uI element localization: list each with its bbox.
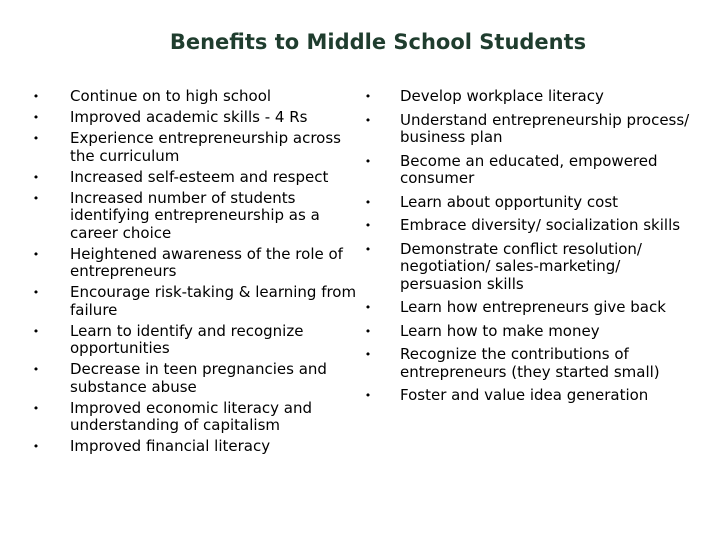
list-item-text: Understand entrepreneurship process/ business plan — [400, 110, 690, 146]
list-item — [362, 217, 702, 235]
list-item-text: Improved financial literacy — [70, 437, 271, 455]
bullet-icon: • — [32, 90, 40, 103]
list-item-text: Encourage risk-taking & learning from failure — [70, 283, 357, 319]
list-item-text: Embrace diversity/ socialization skills — [400, 216, 681, 234]
bullet-icon: • — [32, 286, 40, 299]
list-item-text: Demonstrate conflict resolution/ negotiation/ sales-marketing/ persuasion skills — [400, 239, 642, 293]
slide-title: Benefits to Middle School Students — [169, 30, 587, 54]
bullet-icon: • — [32, 170, 40, 184]
bullet-icon: • — [32, 132, 40, 145]
list-item — [30, 246, 360, 281]
bullet-icon: • — [364, 195, 372, 209]
list-item-text: Become an educated, empowered consumer — [400, 151, 658, 187]
bullet-icon: • — [364, 113, 372, 127]
bullet-icon: • — [364, 90, 372, 103]
list-item-text: Recognize the contributions of entrepreneurs (they started small) — [400, 345, 660, 381]
bullet-icon: • — [364, 324, 372, 338]
list-item — [30, 169, 360, 187]
list-item-text: Learn how to make money — [400, 321, 600, 340]
list-item-text: Decrease in teen pregnancies and substance abuse — [70, 360, 327, 396]
list-item — [362, 387, 702, 405]
list-item — [362, 299, 702, 317]
list-item — [362, 194, 702, 212]
bullet-icon: • — [32, 324, 40, 338]
bullet-icon: • — [32, 111, 40, 124]
list-item — [30, 190, 360, 243]
list-item-text: Increased number of students identifying entrepreneurship as a career choice — [70, 188, 320, 242]
bullet-icon: • — [364, 242, 372, 256]
list-item-text: Learn about opportunity cost — [400, 192, 619, 211]
list-item-text: Learn how entrepreneurs give back — [400, 298, 666, 316]
bullet-icon: • — [32, 440, 40, 453]
list-item — [362, 112, 702, 147]
list-item-text: Experience entrepreneurship across the curriculum — [70, 129, 341, 165]
bullet-icon: • — [364, 154, 372, 168]
list-item — [30, 400, 360, 435]
list-item-text: Improved economic literacy and understanding of capitalism — [70, 398, 313, 434]
bullet-icon: • — [32, 401, 40, 415]
list-item — [30, 361, 360, 396]
bullet-icon: • — [364, 219, 372, 232]
list-item-text: Develop workplace literacy — [400, 87, 604, 105]
list-item-text: Learn to identify and recognize opportunities — [70, 321, 304, 357]
bullet-icon: • — [32, 363, 40, 376]
list-item — [362, 153, 702, 188]
list-item — [362, 241, 702, 294]
list-item-text: Continue on to high school — [70, 87, 272, 105]
list-item — [30, 88, 360, 106]
list-item — [30, 109, 360, 127]
bullet-icon: • — [364, 389, 372, 402]
list-item — [30, 284, 360, 319]
bullet-icon: • — [364, 348, 372, 361]
list-item — [362, 88, 702, 106]
list-item-text: Heightened awareness of the role of entrepreneurs — [70, 244, 343, 280]
list-item — [362, 346, 702, 381]
list-item — [362, 323, 702, 341]
list-item — [30, 323, 360, 358]
left-benefits-list — [30, 88, 360, 459]
right-benefits-list — [362, 88, 702, 411]
list-item-text: Increased self-esteem and respect — [70, 167, 329, 186]
bullet-icon: • — [32, 191, 40, 205]
list-item-text: Improved academic skills - 4 Rs — [70, 108, 308, 126]
list-item — [30, 438, 360, 456]
list-item — [30, 130, 360, 165]
list-item-text: Foster and value idea generation — [400, 386, 649, 404]
bullet-icon: • — [32, 247, 40, 261]
bullet-icon: • — [364, 301, 372, 314]
